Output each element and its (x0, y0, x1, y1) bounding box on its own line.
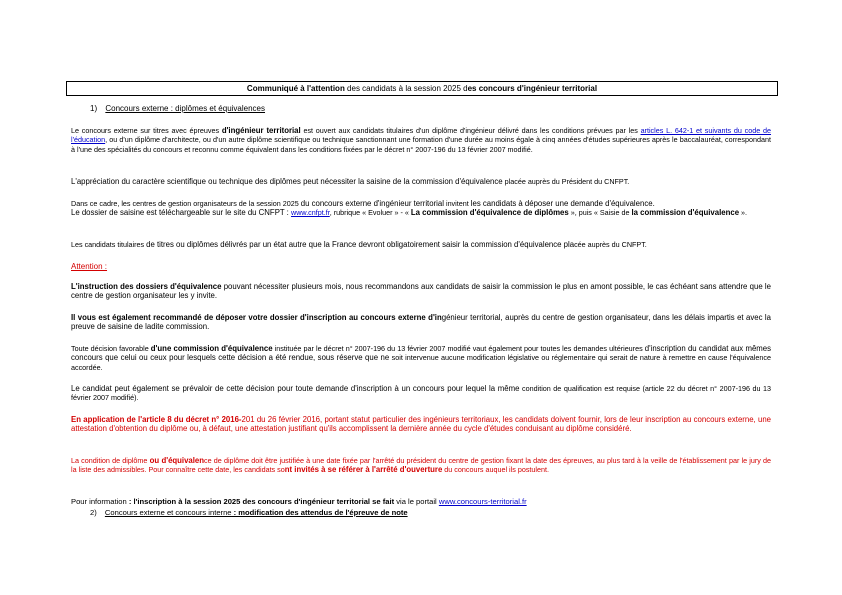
paragraph-article-8-requirement (71, 415, 771, 434)
para3-text-i: la commission d'équivalence (631, 208, 740, 218)
attention-heading: Attention : (71, 262, 108, 271)
para10-text-c: ce de diplôme doit être justifiée à une date fixée par l'arrêté du président du centre de gestion fixant la date des épreuves, au plus tard à la veille de l'établissement par le jury de la liste des admissibles. Pour connaître cette date, les candidats so (71, 456, 771, 475)
para8-text-a: Le candidat peut également se prévaloir de cette décision pour toute demande d'inscription à un concours pour lequel la même (71, 384, 520, 393)
announcement-title-box (66, 81, 778, 96)
para3-text-f: , rubrique « Evoluer » - « (329, 208, 411, 218)
section-2-heading (90, 508, 408, 518)
paragraph-foreign-diplomas (71, 240, 771, 249)
para7-text-c: instituée par le décret n° 2007-196 du 13 février 2007 modifié vaut également pour toutes les demandes ultérieures (272, 344, 645, 353)
para5-text-a: L'instruction des dossiers d'équivalence (71, 282, 222, 291)
paragraph-registration-recommendation (71, 313, 771, 332)
para10-text-e: du concours auquel ils postulent. (442, 465, 549, 475)
title-part-1: Communiqué à l'attention (246, 84, 345, 93)
para3-text-h: », puis « Saisie de (568, 208, 632, 218)
para9-text-b: 201 du 26 février 2016, portant statut particulier des ingénieurs territoriaux, les candidats doivent fournir, lors de leur inscription au concours externe, une attestation d'obtention du diplôme ou, à défaut, une attestation justifiant qu'ils accomplissent la dernière année du cycle d'études conduisant au diplôme considéré. (71, 415, 772, 434)
para6-text-b: génieur territorial, auprès du centre de gestion organisateur, dans les délais impartis et avec la preuve de saisine de ladite commission. (71, 313, 771, 332)
para7-text-d: d'inscription du candidat aux mêmes concours que celui ou ceux pour lesquels cette décision a été rendue, sous réserve que ne (71, 344, 772, 363)
paragraph-instruction-delay (71, 282, 771, 301)
para3-text-d: les candidats à déposer une demande d'équivalence. (470, 199, 655, 208)
para7-text-e: soit intervenue aucune modification législative ou réglementaire qui serait de nature à remettre en cause l'équivalence accordée. (71, 353, 771, 372)
cnfpt-link[interactable]: www.cnfpt.fr (291, 208, 330, 218)
para7-text-a: Toute décision favorable (71, 344, 151, 353)
para7-text-b: d'une commission d'équivalence (150, 344, 273, 353)
para3-text-j: ». (739, 208, 748, 218)
title-part-3: es concours d'ingénieur territorial (467, 84, 598, 93)
para11-text-a: Pour information (71, 497, 129, 506)
para1-text-a: Le concours externe sur titres avec épreuves (71, 126, 222, 135)
para3-text-c: invitent (443, 199, 471, 208)
para1-text-c: est ouvert aux candidats titulaires d'un diplôme d'ingénieur délivré dans les conditions prévues par les (300, 126, 641, 135)
section-1-number: 1) (90, 104, 98, 113)
para4-text-c: cée auprès du CNFPT. (574, 240, 647, 249)
para3-text-g: La commission d'équivalence de diplômes (410, 208, 569, 218)
para4-text-a: Les candidats titulaires (71, 240, 147, 249)
para10-text-a: La condition de diplôme (71, 456, 150, 465)
concours-territorial-link[interactable]: www.concours-territorial.fr (438, 497, 527, 506)
para8-text-b: condition de qualification est requise (article 22 du décret n° 2007-196 du 13 février 2007 modifié). (71, 384, 771, 403)
paragraph-diploma-deadline (71, 456, 771, 475)
para6-text-a: Il vous est également recommandé de déposer votre dossier d'inscription au concours externe d'in (71, 313, 442, 322)
para1-text-b: d'ingénieur territorial (221, 126, 301, 135)
section-2-number: 2) (90, 508, 97, 517)
para11-text-b: : l'inscription à la session 202 (128, 497, 237, 506)
paragraph-registration-info (71, 497, 527, 507)
title-part-2: des candidats à la session 2025 d (344, 84, 468, 93)
section-2-label-bold: : modification des attendus de l'épreuve de note (231, 508, 408, 517)
para2-text-a: L'appréciation du caractère scientifique ou technique des diplômes peut nécessiter la saisine de la commission d'équivalence (71, 177, 503, 186)
para9-text-a: En application de l'article 8 du décret n° 2016- (71, 415, 242, 424)
para10-text-d: nt invités à se référer à l'arrêté d'ouverture (284, 465, 443, 475)
para1-text-d: , ou d'un diplôme d'architecte, ou d'un autre diplôme scientifique ou technique sanctionnant une formation d'une durée au moins égale à cinq années d'études supérieures après le baccalauréat, correspondant à l'une des spécialités du concours et reconnu comme équivalent dans les conditions fixées par le décret n° 2007-196 du 13 février 2007 modifié. (71, 135, 771, 154)
para2-text-b: placée auprès du Président du CNFPT. (502, 177, 630, 186)
section-1-heading (90, 104, 265, 114)
para10-text-b: ou d'équivalen (149, 456, 205, 465)
para3-text-b: du concours externe d'ingénieur territorial (300, 199, 444, 208)
code-education-link[interactable]: articles L. 642-1 et suivants du code de l'éducation (71, 126, 772, 145)
para5-text-b: pouvant nécessiter plusieurs mois, nous recommandons aux candidats de saisir la commission le plus en amont possible, le cas échéant sans attendre que le centre de gestion organisateur les y invite. (71, 282, 771, 301)
paragraph-diploma-conditions (71, 126, 771, 154)
para4-text-b: de titres ou diplômes délivrés par un état autre que la France devront obligatoirement saisir la commission d'équivalence pla (146, 240, 575, 249)
para11-text-c: 5 des concours d'ingénieur territorial se fait (236, 497, 395, 506)
para3-text-a: Dans ce cadre, les centres de gestion organisateurs de la session 2025 (71, 199, 301, 208)
section-2-label: Concours externe et concours interne (104, 508, 232, 517)
paragraph-favorable-decision (71, 344, 771, 372)
paragraph-equivalence-request (71, 199, 771, 218)
section-1-label: Concours externe : diplômes et équivalences (105, 104, 266, 113)
para3-text-e: Le dossier de saisine est téléchargeable sur le site du CNFPT : (71, 208, 292, 218)
paragraph-decision-reuse (71, 384, 771, 403)
para11-text-d: via le portail (394, 497, 439, 506)
paragraph-commission-assessment (71, 177, 771, 186)
